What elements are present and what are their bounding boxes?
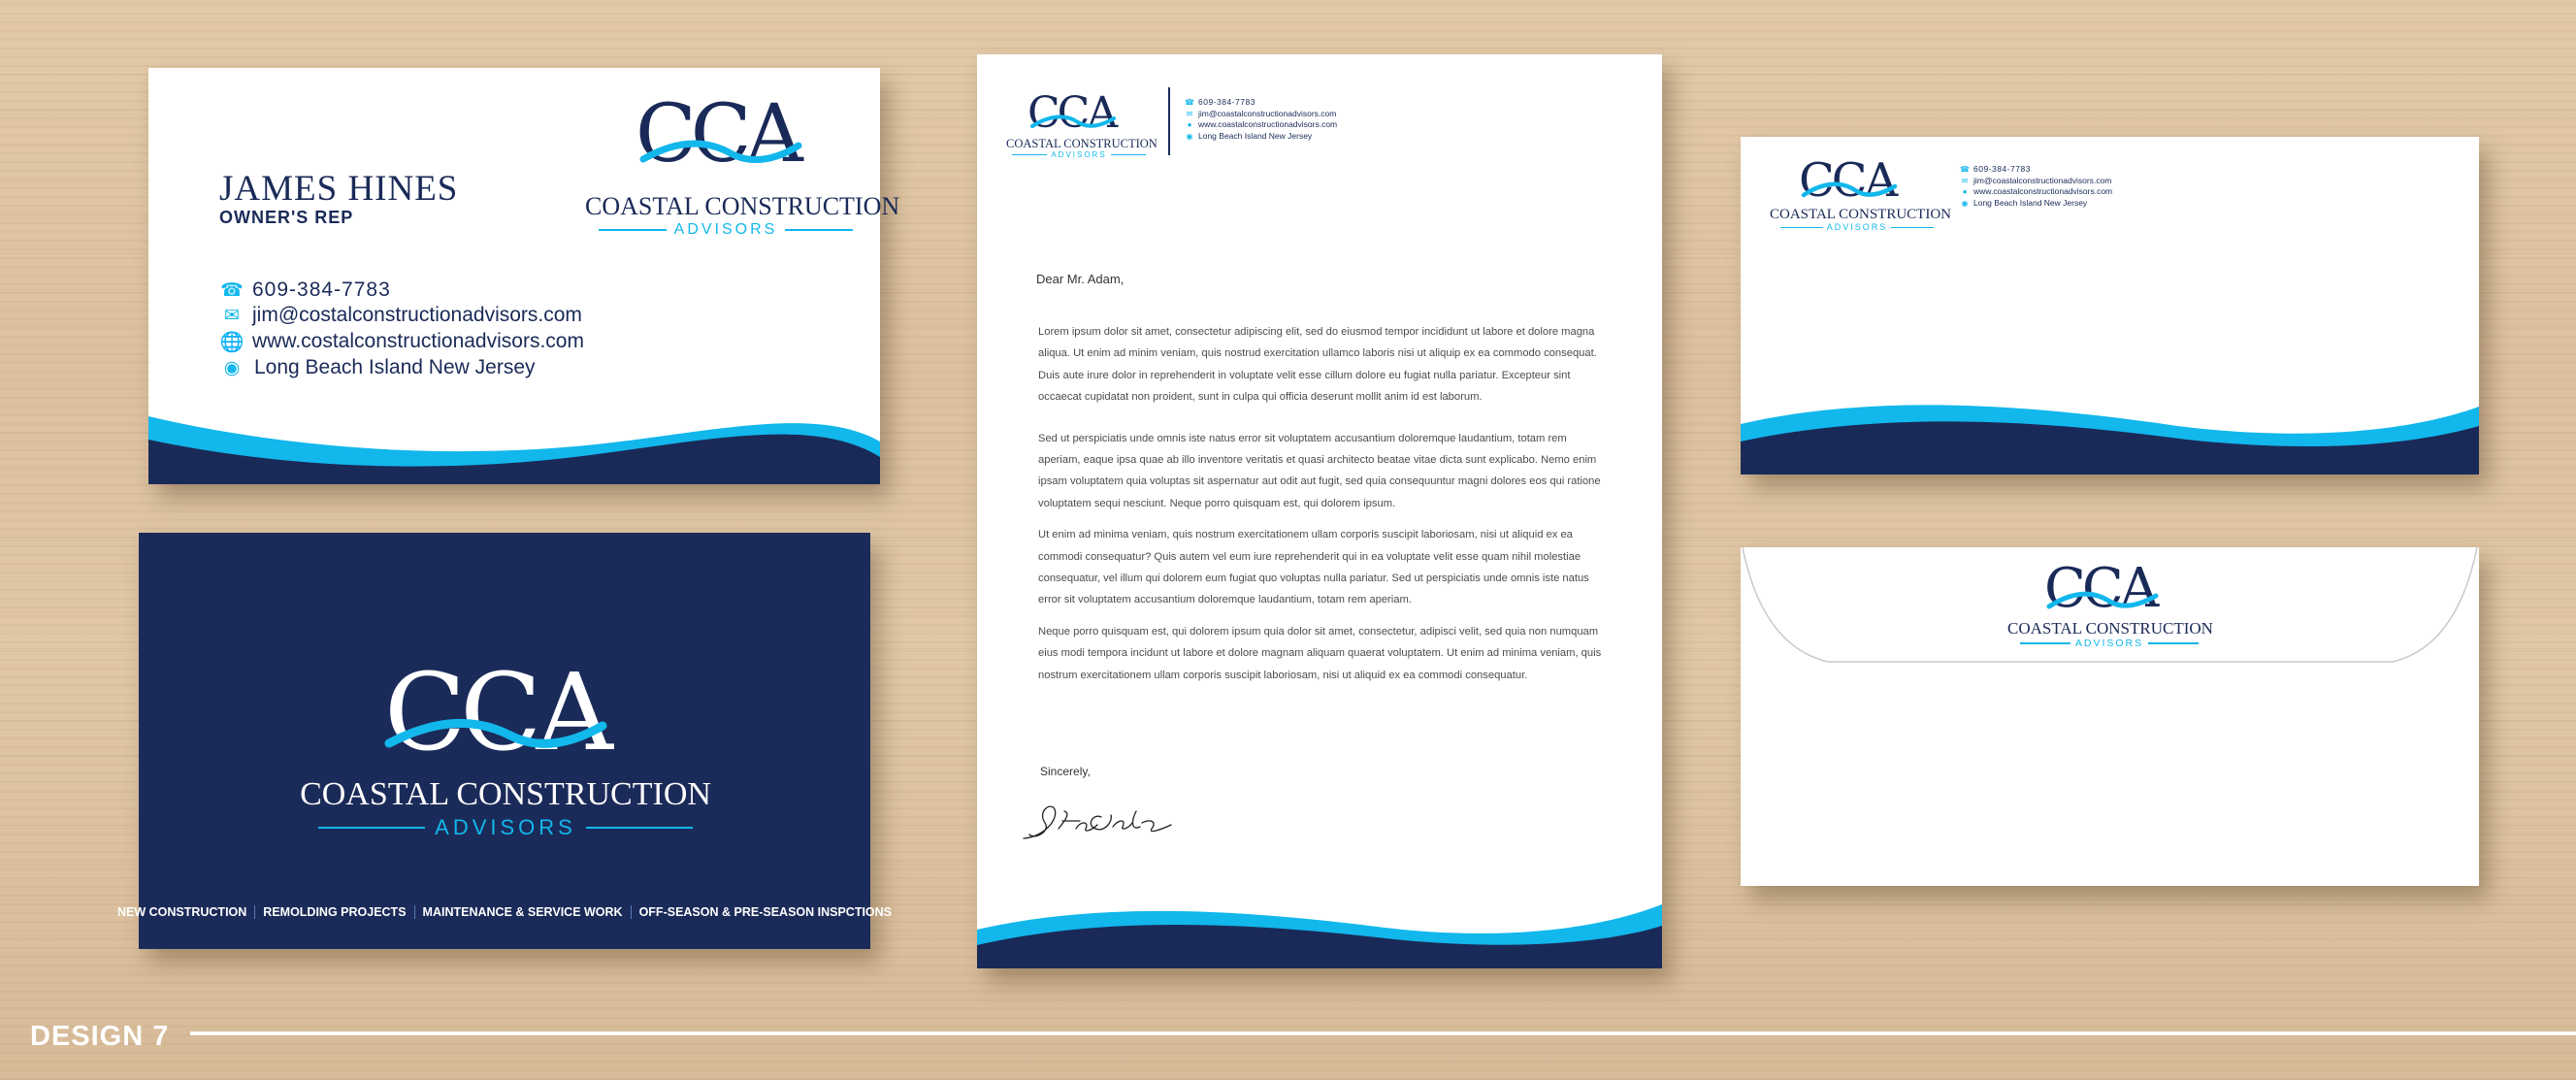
- globe-icon: 🌐: [219, 331, 245, 353]
- contact-website: www.coastalconstructionadvisors.com: [1973, 186, 2113, 196]
- letterhead: [977, 54, 1662, 968]
- globe-icon: ●: [1187, 120, 1192, 129]
- letter-body: [1038, 321, 1611, 686]
- location-pin-icon: ◉: [1186, 131, 1193, 141]
- slip-logo: [1770, 153, 1952, 234]
- logo-wave-icon: [1029, 111, 1117, 132]
- contact-email-row: [219, 303, 584, 328]
- wave-footer: [1741, 397, 2479, 475]
- logo-subtitle-row: [1006, 150, 1152, 159]
- envelope-logo: [2007, 557, 2213, 652]
- contact-phone-row: [1185, 97, 1337, 109]
- logo-rule-left: [318, 827, 425, 829]
- logo-subtitle: ADVISORS: [435, 815, 576, 839]
- logo-wave-icon: [2046, 586, 2159, 613]
- logo-rule-right: [2148, 642, 2199, 644]
- letterhead-logo: [1006, 88, 1158, 159]
- contact-location: Long Beach Island New Jersey: [1973, 197, 2088, 208]
- phone-icon: ☎: [220, 279, 244, 301]
- email-icon: ✉: [224, 305, 240, 326]
- services-list: [116, 905, 893, 919]
- letter-paragraph: Sed ut perspiciatis unde omnis iste natus error sit voluptatem accusantium doloremque laudantium, totam rem aperiam, eaque ipsa quae ab illo inventore veritatis et quasi architecto beatae vitae dicta sunt explicabo. Nemo enim ipsam voluptatem quia voluptas sit aspernatur aut odit aut fugit, sed quia consequuntur magni dolores eos qui ratione voluptatem sequi nesciunt. Neque porro quisquam est, qui dolorem ipsum.: [1038, 432, 1601, 509]
- service-item: REMOLDING PROJECTS: [254, 905, 413, 919]
- letter-closing: Sincerely,: [1040, 765, 1091, 778]
- wave-footer: [148, 397, 880, 484]
- logo-subtitle: ADVISORS: [1826, 222, 1888, 232]
- contact-email: jim@coastalconstructionadvisors.com: [1198, 108, 1337, 118]
- business-card-back: [116, 533, 893, 949]
- phone-icon: ☎: [1185, 98, 1194, 107]
- logo-monogram: CCA: [2044, 557, 2156, 620]
- logo-subtitle-row-inverted: [292, 815, 719, 840]
- logo-subtitle: ADVISORS: [2074, 638, 2144, 649]
- contact-website: www.costalconstructionadvisors.com: [252, 330, 584, 352]
- logo-monogram: CCA: [636, 88, 798, 180]
- logo-rule-right: [785, 229, 853, 231]
- logo-wave-icon: [1801, 178, 1898, 201]
- logo-subtitle: ADVISORS: [1051, 150, 1107, 159]
- logo-subtitle: ADVISORS: [673, 221, 778, 238]
- logo-rule-left: [1780, 227, 1823, 228]
- logo-name: COASTAL CONSTRUCTION: [1006, 137, 1158, 150]
- contact-location-row: [1185, 131, 1337, 143]
- letterhead-divider: [1168, 87, 1170, 155]
- letter-paragraph: Ut enim ad minima veniam, quis nostrum exercitationem ullam corporis suscipit laboriosam, nisi ut aliquid ex ea commodi consequatur? Quis autem vel eum iure reprehenderit qui in ea voluptate velit esse quam nihil molestiae consequatur, vel illum qui dolorem eum fugiat quo voluptas nulla pariatur. Sed ut perspiciatis unde omnis iste natus error sit voluptatem accusantium doloremque laudantium, totam rem aperiam.: [1038, 529, 1589, 606]
- logo-subtitle-row: [2007, 638, 2211, 649]
- logo-rule-left: [1012, 154, 1047, 155]
- contact-email: jim@coastalconstructionadvisors.com: [1973, 175, 2112, 185]
- logo-subtitle-row: [585, 221, 866, 239]
- signature-image: [1016, 800, 1181, 848]
- footer-rule: [190, 1031, 2576, 1035]
- contact-phone: 609-384-7783: [1198, 97, 1255, 107]
- contact-website: www.coastalconstructionadvisors.com: [1198, 119, 1338, 129]
- location-pin-icon: ◉: [223, 357, 241, 378]
- logo-monogram-inverted: CCA: [384, 650, 607, 774]
- logo-rule-left: [2020, 642, 2071, 644]
- logo-monogram: CCA: [1027, 88, 1116, 138]
- letter-salutation: Dear Mr. Adam,: [1036, 272, 1125, 286]
- letterhead-contact: [1185, 97, 1337, 142]
- contact-email-row: [1185, 109, 1337, 120]
- service-item: NEW CONSTRUCTION: [116, 905, 247, 919]
- contact-email: jim@costalconstructionadvisors.com: [252, 304, 582, 326]
- logo-name-inverted: COASTAL CONSTRUCTION: [300, 776, 711, 812]
- logo-subtitle-row: [1770, 222, 1944, 232]
- compliment-slip: [1741, 137, 2479, 475]
- slip-contact: [1960, 164, 2112, 209]
- email-icon: ✉: [1186, 109, 1193, 118]
- person-title: OWNER'S REP: [219, 208, 354, 227]
- logo-wave-icon: [384, 708, 607, 757]
- service-item: MAINTENANCE & SERVICE WORK: [414, 905, 631, 919]
- location-pin-icon: ◉: [1961, 198, 1969, 208]
- logo-name: COASTAL CONSTRUCTION: [2007, 619, 2213, 638]
- globe-icon: ●: [1962, 187, 1968, 196]
- contact-list: [219, 278, 584, 380]
- contact-location: Long Beach Island New Jersey: [254, 356, 536, 378]
- contact-phone: 609-384-7783: [252, 278, 391, 301]
- logo-wave-icon: [638, 132, 803, 171]
- business-card-front: [148, 68, 900, 484]
- design-label: DESIGN 7: [30, 1021, 170, 1052]
- logo-inverted: [292, 650, 719, 839]
- logo-rule-right: [586, 827, 693, 829]
- person-name: JAMES HINES: [219, 169, 459, 209]
- contact-website-row: [219, 328, 584, 355]
- contact-phone-row: [219, 278, 584, 303]
- logo-name: COASTAL CONSTRUCTION: [1770, 207, 1952, 222]
- contact-location: Long Beach Island New Jersey: [1198, 130, 1313, 141]
- contact-phone: 609-384-7783: [1973, 164, 2031, 174]
- envelope: [1741, 547, 2479, 886]
- letter-paragraph: Lorem ipsum dolor sit amet, consectetur adipiscing elit, sed do eiusmod tempor incididunt ut labore et dolore magna aliqua. Ut enim ad minim veniam, quis nostrud exercitation ullamco laboris nisi ut aliquip ex ea commodo consequat. Duis aute irure dolor in reprehenderit in voluptate velit esse cillum dolore eu fugiat nulla pariatur. Excepteur sint occaecat cupidatat non proident, sunt in culpa qui officia deserunt mollit anim id est laborum.: [1038, 326, 1597, 404]
- contact-email-row: [1960, 176, 2112, 187]
- contact-website-row: [1960, 186, 2112, 198]
- logo-rule-right: [1891, 227, 1934, 228]
- email-icon: ✉: [1961, 176, 1969, 185]
- contact-phone-row: [1960, 164, 2112, 176]
- logo-name: COASTAL CONSTRUCTION: [585, 192, 900, 220]
- logo: [585, 88, 900, 285]
- phone-icon: ☎: [1960, 165, 1970, 174]
- logo-rule-left: [599, 229, 667, 231]
- letter-paragraph: Neque porro quisquam est, qui dolorem ipsum quia dolor sit amet, consectetur, adipisci velit, sed quia non numquam eius modi tempora incidunt ut labore et dolore magnam aliquam quaerat voluptatem. Ut enim ad minima veniam, quis nostrum exercitationem ullam corporis suscipit laboriosam, nisi ut aliquid ex ea commodi consequatur.: [1038, 625, 1602, 681]
- logo-monogram: CCA: [1799, 153, 1896, 208]
- service-item: OFF-SEASON & PRE-SEASON INSPCTIONS: [631, 905, 899, 919]
- contact-location-row: [219, 355, 584, 380]
- contact-location-row: [1960, 198, 2112, 210]
- logo-rule-right: [1111, 154, 1146, 155]
- contact-website-row: [1185, 119, 1337, 131]
- wave-footer: [977, 900, 1662, 968]
